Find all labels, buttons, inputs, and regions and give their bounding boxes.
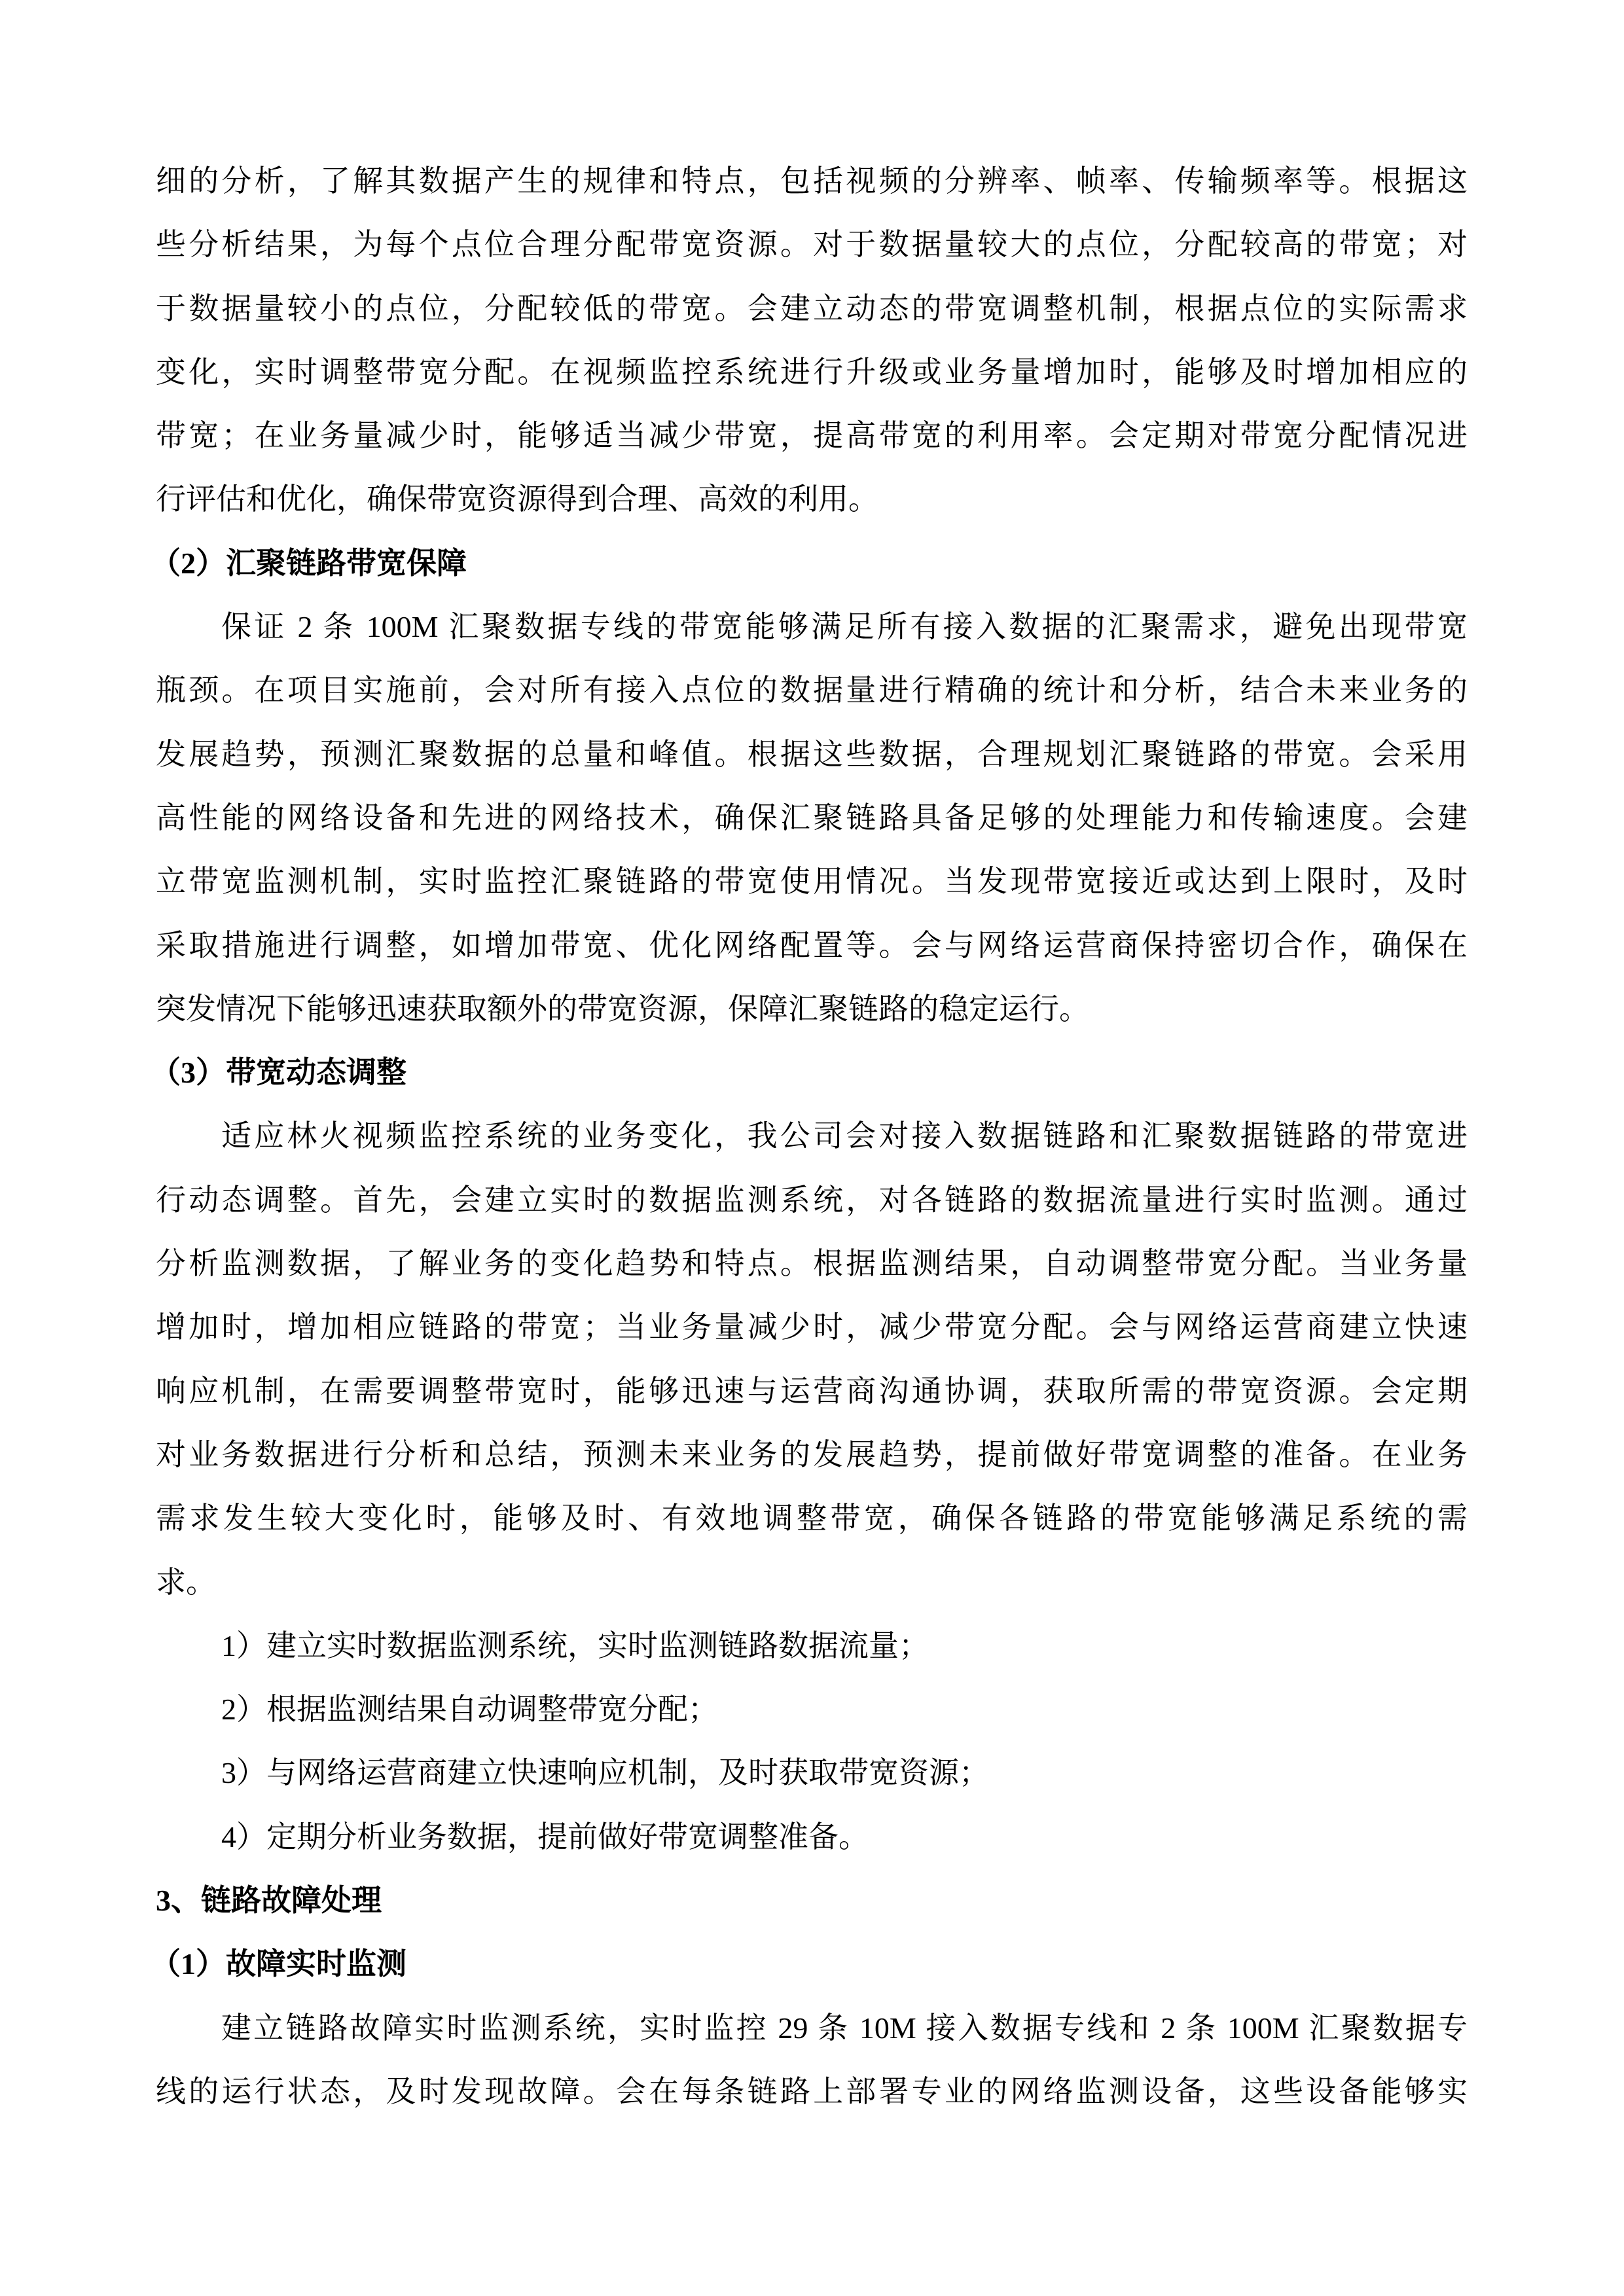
text-line: 瓶颈。在项目实施前，会对所有接入点位的数据量进行精确的统计和分析，结合未来业务的 [156,673,1468,708]
text-line: 立带宽监测机制，实时监控汇聚链路的带宽使用情况。当发现带宽接近或达到上限时，及时 [156,865,1468,899]
text-line: 发展趋势，预测汇聚数据的总量和峰值。根据这些数据，合理规划汇聚链路的带宽。会采用 [156,737,1468,771]
paragraph-aggregation-bandwidth [156,595,1468,1041]
text-line: 高性能的网络设备和先进的网络技术，确保汇聚链路具备足够的处理能力和传输速度。会建 [156,800,1468,834]
text-line: 行动态调整。首先，会建立实时的数据监测系统，对各链路的数据流量进行实时监测。通过 [156,1183,1468,1217]
list-item: 2）根据监测结果自动调整带宽分配； [221,1693,718,1727]
text-line: 建立链路故障实时监测系统，实时监控 29 条 10M 接入数据专线和 2 条 100M 汇聚数据专 [221,2011,1468,2045]
text-line: 行评估和优化，确保带宽资源得到合理、高效的利用。 [156,482,878,516]
text-line: 适应林火视频监控系统的业务变化，我公司会对接入数据链路和汇聚数据链路的带宽进 [221,1119,1468,1153]
paragraph-dynamic-bandwidth [156,1104,1468,1613]
list-item: 3）与网络运营商建立快速响应机制，及时获取带宽资源； [221,1756,989,1790]
text-line: 需求发生较大变化时，能够及时、有效地调整带宽，确保各链路的带宽能够满足系统的需 [156,1501,1468,1535]
text-line: 细的分析，了解其数据产生的规律和特点，包括视频的分辨率、帧率、传输频率等。根据这 [156,164,1468,198]
measures-list [156,1614,1468,1869]
text-line: 增加时，增加相应链路的带宽；当业务量减少时，减少带宽分配。会与网络运营商建立快速 [156,1310,1468,1344]
list-item: 4）定期分析业务数据，提前做好带宽调整准备。 [221,1820,869,1854]
subheading-aggregation-bandwidth: （2）汇聚链路带宽保障 [151,546,467,580]
text-line: 保证 2 条 100M 汇聚数据专线的带宽能够满足所有接入数据的汇聚需求，避免出现带宽 [221,610,1468,644]
text-line: 采取措施进行调整，如增加带宽、优化网络配置等。会与网络运营商保持密切合作，确保在 [156,928,1468,962]
text-line: 分析监测数据，了解业务的变化趋势和特点。根据监测结果，自动调整带宽分配。当业务量 [156,1247,1468,1281]
subheading-dynamic-bandwidth: （3）带宽动态调整 [151,1056,406,1090]
text-line: 线的运行状态，及时发现故障。会在每条链路上部署专业的网络监测设备，这些设备能够实 [156,2074,1468,2108]
list-item: 1）建立实时数据监测系统，实时监测链路数据流量； [221,1628,929,1662]
text-line: 些分析结果，为每个点位合理分配带宽资源。对于数据量较大的点位，分配较高的带宽；对 [156,228,1468,262]
section-heading-link-fault-handling: 3、链路故障处理 [156,1884,382,1918]
text-line: 于数据量较小的点位，分配较低的带宽。会建立动态的带宽调整机制，根据点位的实际需求 [156,291,1468,325]
text-line: 突发情况下能够迅速获取额外的带宽资源，保障汇聚链路的稳定运行。 [156,992,1089,1026]
text-line: 变化，实时调整带宽分配。在视频监控系统进行升级或业务量增加时，能够及时增加相应的 [156,355,1468,389]
subheading-fault-monitoring: （1）故障实时监测 [151,1947,406,1981]
document-page [151,149,1468,2123]
paragraph-fault-monitoring [156,1996,1468,2124]
paragraph-bandwidth-allocation [156,149,1468,531]
text-line: 对业务数据进行分析和总结，预测未来业务的发展趋势，提前做好带宽调整的准备。在业务 [156,1437,1468,1471]
text-line: 求。 [156,1565,216,1599]
text-line: 带宽；在业务量减少时，能够适当减少带宽，提高带宽的利用率。会定期对带宽分配情况进 [156,419,1468,453]
text-line: 响应机制，在需要调整带宽时，能够迅速与运营商沟通协调，获取所需的带宽资源。会定期 [156,1374,1468,1408]
